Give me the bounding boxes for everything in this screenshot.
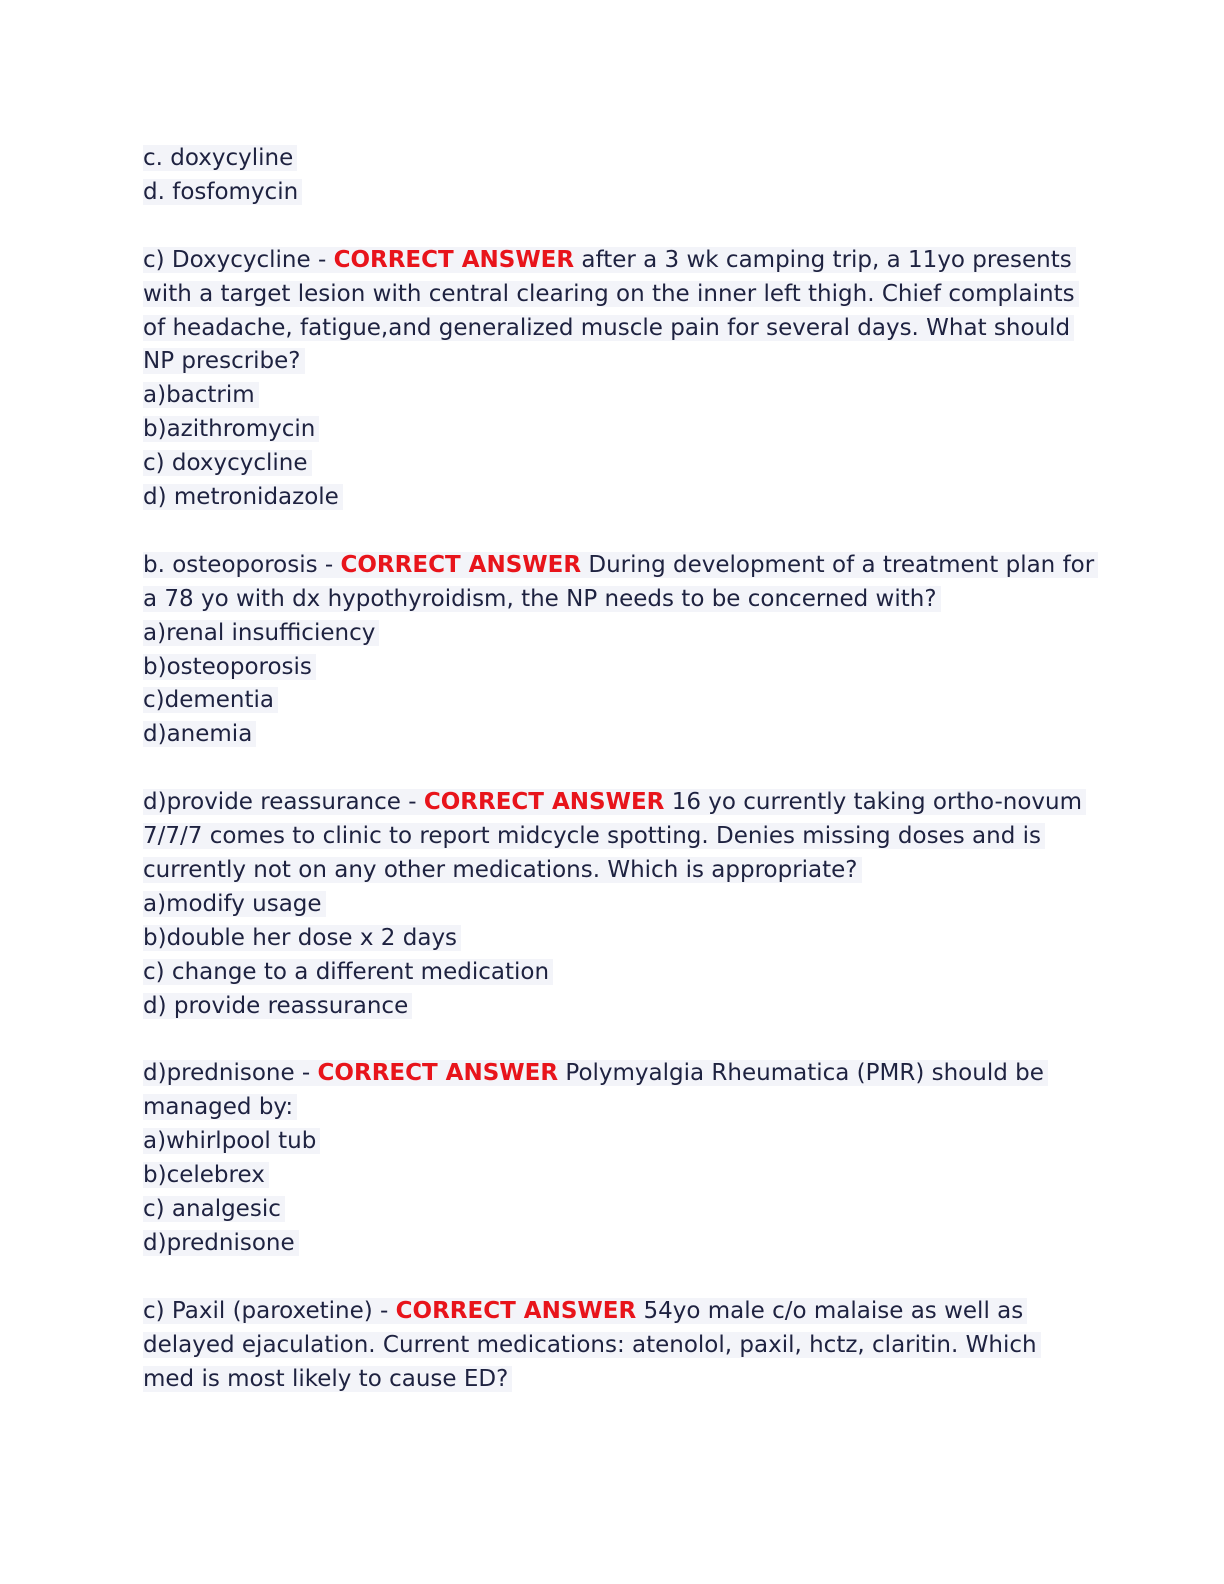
question-line: managed by: bbox=[143, 1091, 1083, 1125]
option-line: a)bactrim bbox=[143, 379, 1083, 413]
qa-block bbox=[143, 1057, 1083, 1260]
option-line: c) change to a different medication bbox=[143, 956, 1083, 990]
paragraph-gap bbox=[143, 1261, 1083, 1295]
option-line: b)double her dose x 2 days bbox=[143, 922, 1083, 956]
question-line: with a target lesion with central clearing on the inner left thigh. Chief complaints bbox=[143, 278, 1083, 312]
correct-answer-label: CORRECT ANSWER bbox=[317, 1060, 559, 1087]
option-line: c) analgesic bbox=[143, 1193, 1083, 1227]
paragraph-gap bbox=[143, 1024, 1083, 1058]
question-line: 7/7/7 comes to clinic to report midcycle spotting. Denies missing doses and is bbox=[143, 820, 1083, 854]
question-text: 54yo male c/o malaise as well as bbox=[636, 1297, 1024, 1324]
qa-block bbox=[143, 244, 1083, 515]
question-first-line bbox=[143, 786, 1083, 820]
paragraph-gap bbox=[143, 210, 1083, 244]
document-text bbox=[143, 142, 1095, 1396]
question-first-line bbox=[143, 244, 1083, 278]
answer-text: c) Paxil (paroxetine) - bbox=[143, 1297, 396, 1324]
answer-text: b. osteoporosis - bbox=[143, 551, 341, 578]
correct-answer-label: CORRECT ANSWER bbox=[333, 246, 575, 273]
correct-answer-label: CORRECT ANSWER bbox=[423, 789, 665, 816]
intro-line: c. doxycyline bbox=[143, 142, 1083, 176]
question-text: after a 3 wk camping trip, a 11yo presents bbox=[574, 246, 1072, 273]
question-line: currently not on any other medications. Which is appropriate? bbox=[143, 854, 1083, 888]
option-line: a)whirlpool tub bbox=[143, 1125, 1083, 1159]
question-line: med is most likely to cause ED? bbox=[143, 1363, 1083, 1397]
paragraph-gap bbox=[143, 752, 1083, 786]
question-line: a 78 yo with dx hypothyroidism, the NP needs to be concerned with? bbox=[143, 583, 1083, 617]
option-line: d)prednisone bbox=[143, 1227, 1083, 1261]
question-first-line bbox=[143, 549, 1095, 583]
question-line: delayed ejaculation. Current medications: atenolol, paxil, hctz, claritin. Which bbox=[143, 1329, 1083, 1363]
paragraph-gap bbox=[143, 515, 1083, 549]
option-line: b)celebrex bbox=[143, 1159, 1083, 1193]
option-line: b)osteoporosis bbox=[143, 651, 1083, 685]
qa-block bbox=[143, 1295, 1083, 1397]
question-text: 16 yo currently taking ortho-novum bbox=[664, 789, 1083, 816]
option-line: d) metronidazole bbox=[143, 481, 1083, 515]
answer-text: c) Doxycycline - bbox=[143, 246, 334, 273]
option-line: d)anemia bbox=[143, 718, 1083, 752]
option-line: c)dementia bbox=[143, 684, 1083, 718]
option-line: a)modify usage bbox=[143, 888, 1083, 922]
question-text: Polymyalgia Rheumatica (PMR) should be bbox=[558, 1060, 1044, 1087]
qa-block bbox=[143, 549, 1095, 752]
question-first-line bbox=[143, 1057, 1083, 1091]
answer-text: d)prednisone - bbox=[143, 1060, 318, 1087]
qa-block bbox=[143, 786, 1083, 1023]
question-line: of headache, fatigue,and generalized muscle pain for several days. What should bbox=[143, 312, 1083, 346]
question-line: NP prescribe? bbox=[143, 345, 1083, 379]
option-line: c) doxycycline bbox=[143, 447, 1083, 481]
correct-answer-label: CORRECT ANSWER bbox=[395, 1297, 637, 1324]
question-text: During development of a treatment plan for bbox=[581, 551, 1095, 578]
correct-answer-label: CORRECT ANSWER bbox=[340, 551, 582, 578]
option-line: a)renal insufficiency bbox=[143, 617, 1083, 651]
option-line: b)azithromycin bbox=[143, 413, 1083, 447]
answer-text: d)provide reassurance - bbox=[143, 789, 424, 816]
intro-line: d. fosfomycin bbox=[143, 176, 1083, 210]
question-first-line bbox=[143, 1295, 1083, 1329]
option-line: d) provide reassurance bbox=[143, 990, 1083, 1024]
